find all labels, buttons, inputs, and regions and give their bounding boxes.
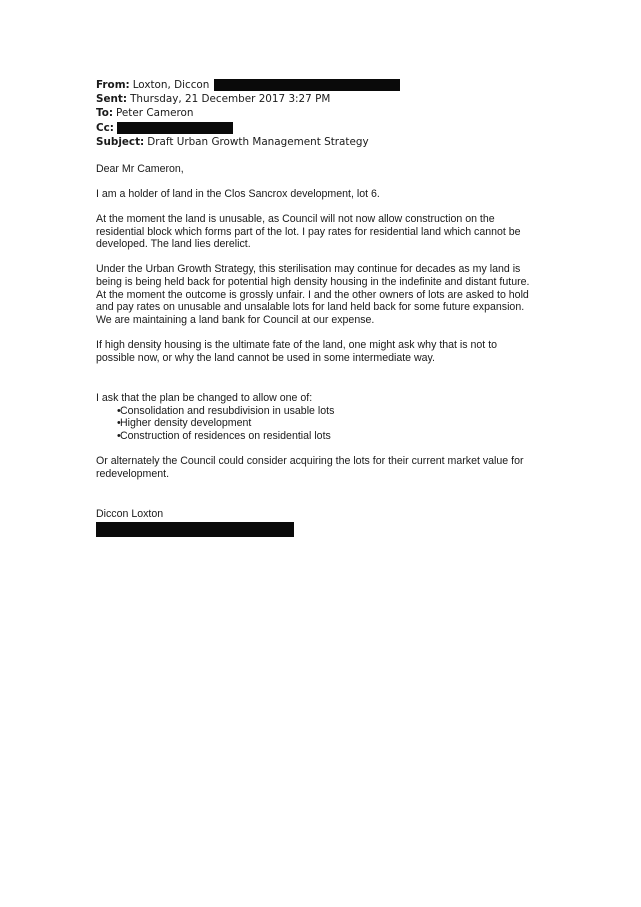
text-line: At the moment the outcome is grossly unfair. I and the other owners of lots are asked to hold (96, 288, 529, 301)
text-line: possible now, or why the land cannot be used in some intermediate way. (96, 351, 435, 364)
list-item-text: Construction of residences on residential lots (120, 429, 331, 442)
paragraph-unusable-land (96, 213, 536, 251)
subject-row (96, 135, 400, 149)
sent-value: Thursday, 21 December 2017 3:27 PM (130, 93, 331, 106)
from-row (96, 78, 400, 92)
redacted-cc-address (117, 122, 233, 134)
text-line: and pay rates on unusable and unsalable lots for land held back for some future expansion. (96, 301, 525, 314)
subject-value: Draft Urban Growth Management Strategy (147, 135, 369, 148)
from-label: From: (96, 79, 130, 91)
text-line: At the moment the land is unusable, as Council will not now allow construction on the (96, 213, 495, 226)
cc-row (96, 121, 400, 135)
text-line: redevelopment. (96, 467, 170, 480)
bullet-icon: • (117, 429, 121, 442)
request-intro: I ask that the plan be changed to allow one of: (96, 392, 313, 405)
email-header (96, 78, 400, 149)
salutation: Dear Mr Cameron, (96, 163, 184, 175)
redacted-email-address (214, 79, 400, 91)
request-list (96, 405, 536, 443)
signature-name: Diccon Loxton (96, 508, 164, 521)
text-line: developed. The land lies derelict. (96, 238, 251, 251)
text-line: Under the Urban Growth Strategy, this sterilisation may continue for decades as my land is (96, 263, 521, 276)
to-value: Peter Cameron (116, 107, 194, 120)
text-line: being is being held back for potential high density housing in the indefinite and distant future. (96, 276, 530, 289)
redacted-signature-details (96, 522, 294, 537)
list-item-text: Higher density development (120, 417, 252, 430)
paragraph-urban-growth-strategy (96, 263, 536, 326)
to-label: To: (96, 107, 114, 120)
sent-row (96, 92, 400, 106)
text-line: residential block which forms part of the lot. I pay rates for residential land which cannot be (96, 225, 521, 238)
bullet-icon: • (117, 404, 121, 417)
paragraph-holder: I am a holder of land in the Clos Sancrox development, lot 6. (96, 188, 380, 201)
list-item (96, 417, 536, 430)
text-line: If high density housing is the ultimate fate of the land, one might ask why that is not to (96, 338, 498, 351)
list-item (96, 430, 536, 443)
bullet-icon: • (117, 417, 121, 430)
from-value: Loxton, Diccon (132, 79, 210, 91)
paragraph-high-density (96, 339, 536, 364)
letter-body (96, 163, 536, 537)
subject-label: Subject: (96, 135, 145, 148)
to-row (96, 106, 400, 120)
list-item (96, 405, 536, 418)
sent-label: Sent: (96, 93, 128, 106)
cc-label: Cc: (96, 121, 114, 134)
text-line: Or alternately the Council could consider acquiring the lots for their current market value for (96, 455, 524, 467)
paragraph-acquisition (96, 455, 536, 480)
list-item-text: Consolidation and resubdivision in usable lots (120, 404, 335, 417)
text-line: We are maintaining a land bank for Council at our expense. (96, 313, 375, 326)
